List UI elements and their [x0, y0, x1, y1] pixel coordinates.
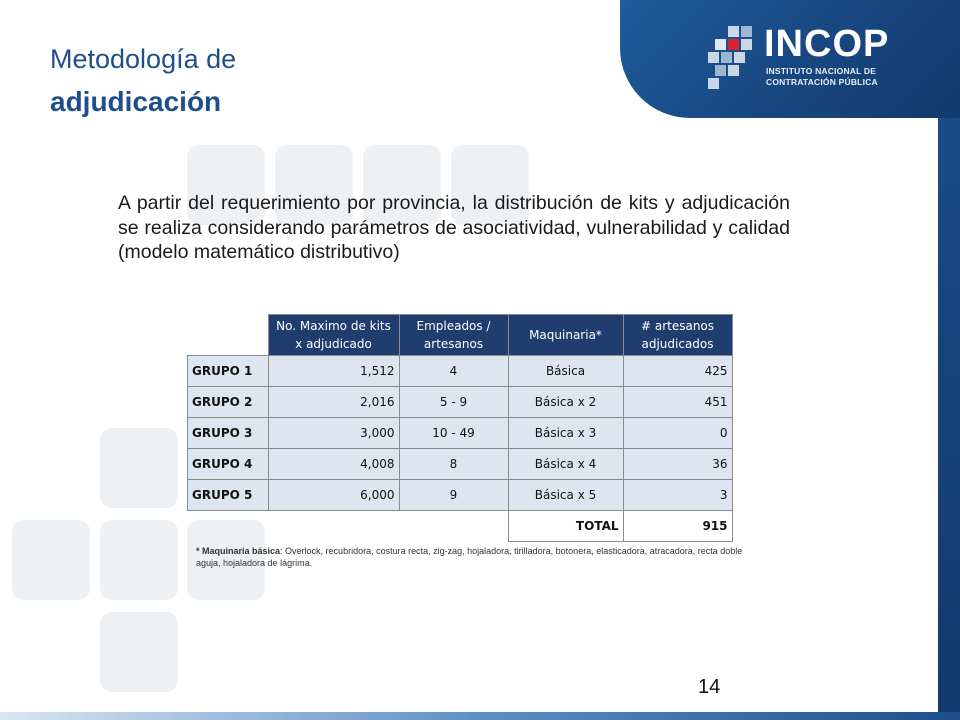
footnote-label: * Maquinaria básica: [196, 546, 281, 556]
cell-group: GRUPO 4: [188, 449, 269, 480]
cell-kits: 2,016: [268, 387, 399, 418]
cell-empleados: 4: [399, 356, 508, 387]
bg-decor-square: [12, 520, 90, 600]
cell-artesanos: 36: [623, 449, 732, 480]
bottom-accent-band: [0, 712, 960, 720]
bg-decor-square: [100, 428, 178, 508]
page-number: 14: [698, 676, 721, 698]
slide-title-line2: adjudicación: [50, 86, 222, 117]
cell-empleados: 8: [399, 449, 508, 480]
cell-kits: 4,008: [268, 449, 399, 480]
cell-kits: 1,512: [268, 356, 399, 387]
total-value: 915: [623, 511, 732, 542]
table-corner-cell: [188, 315, 269, 356]
table-total-row: [188, 511, 733, 542]
header-empleados: Empleados / artesanos: [399, 315, 508, 356]
bg-decor-square: [100, 520, 178, 600]
cell-artesanos: 451: [623, 387, 732, 418]
header-artesanos: # artesanos adjudicados: [623, 315, 732, 356]
cell-artesanos: 0: [623, 418, 732, 449]
cell-empleados: 9: [399, 480, 508, 511]
cell-maquinaria: Básica x 2: [508, 387, 623, 418]
footnote-text: : Overlock, recubridora, costura recta, zig-zag, hojaladora, tirilladora, botonera, elasticadora, atracadora, recta doble aguja, hojaladora de lágrima.: [196, 546, 743, 568]
cell-group: GRUPO 2: [188, 387, 269, 418]
logo-subtitle: [766, 66, 878, 88]
table-row: [188, 356, 733, 387]
cell-kits: 6,000: [268, 480, 399, 511]
cell-empleados: 5 - 9: [399, 387, 508, 418]
cell-group: GRUPO 3: [188, 418, 269, 449]
header-maquinaria: Maquinaria*: [508, 315, 623, 356]
cell-empleados: 10 - 49: [399, 418, 508, 449]
kits-table: [187, 314, 733, 542]
cell-group: GRUPO 1: [188, 356, 269, 387]
cell-maquinaria: Básica x 3: [508, 418, 623, 449]
maquinaria-footnote: [196, 545, 756, 569]
cell-group: GRUPO 5: [188, 480, 269, 511]
logo-title: INCOP: [764, 23, 890, 65]
header-kits: No. Maximo de kits x adjudicado: [268, 315, 399, 356]
slide-title-line1: Metodología de: [50, 44, 237, 74]
logo-subtitle-line2: CONTRATACIÓN PÚBLICA: [766, 77, 878, 87]
bg-decor-square: [100, 612, 178, 692]
cell-maquinaria: Básica x 5: [508, 480, 623, 511]
logo-subtitle-line1: INSTITUTO NACIONAL DE: [766, 66, 877, 76]
cell-maquinaria: Básica: [508, 356, 623, 387]
table-header-row: [188, 315, 733, 356]
incop-logo: [708, 22, 908, 92]
table-row: [188, 480, 733, 511]
cell-artesanos: 3: [623, 480, 732, 511]
logo-mark-icon: [708, 26, 760, 88]
total-label: TOTAL: [508, 511, 623, 542]
cell-maquinaria: Básica x 4: [508, 449, 623, 480]
table-row: [188, 449, 733, 480]
intro-paragraph: A partir del requerimiento por provincia, la distribución de kits y adjudicación se realiza considerando parámetros de asociatividad, vulnerabilidad y calidad (modelo matemático distributivo): [118, 192, 790, 263]
table-row: [188, 418, 733, 449]
cell-kits: 3,000: [268, 418, 399, 449]
cell-artesanos: 425: [623, 356, 732, 387]
table-row: [188, 387, 733, 418]
